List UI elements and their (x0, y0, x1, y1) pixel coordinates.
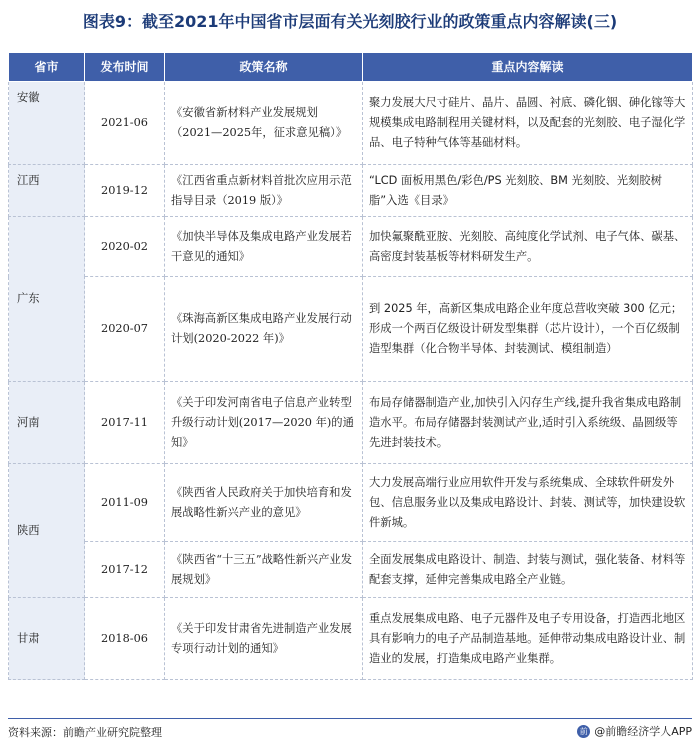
cell-date: 2020-07 (85, 277, 165, 382)
table-header-row (9, 53, 693, 82)
source-note: 资料来源：前瞻产业研究院整理 (8, 726, 162, 739)
table-row (9, 464, 693, 542)
cell-content: 重点发展集成电路、电子元器件及电子专用设备，打造西北地区具有影响力的电子产品制造基地。延伸带动集成电路设计业、制造业的发展，打造集成电路产业集群。 (363, 598, 693, 680)
header-date: 发布时间 (85, 53, 165, 82)
cell-province: 河南 (9, 382, 85, 464)
cell-content: “LCD 面板用黑色/彩色/PS 光刻胶、BM 光刻胶、光刻胶树脂”入选《目录》 (363, 165, 693, 217)
table-row (9, 277, 693, 382)
cell-content: 到 2025 年，高新区集成电路企业年度总营收突破 300 亿元；形成一个两百亿级设计研发型集群（芯片设计），一个百亿级制造型集群（化合物半导体、封装测试、模组制造） (363, 277, 693, 382)
cell-content: 加快氟聚酰亚胺、光刻胶、高纯度化学试剂、电子气体、碳基、高密度封装基板等材料研发生产。 (363, 217, 693, 277)
cell-policy: 《加快半导体及集成电路产业发展若干意见的通知》 (165, 217, 363, 277)
cell-policy: 《珠海高新区集成电路产业发展行动计划(2020-2022 年)》 (165, 277, 363, 382)
cell-date: 2017-11 (85, 382, 165, 464)
brand-text: @前瞻经济学人APP (594, 725, 692, 738)
cell-province: 江西 (9, 165, 85, 217)
table-row (9, 598, 693, 680)
cell-policy: 《关于印发河南省电子信息产业转型升级行动计划(2017—2020 年)的通知》 (165, 382, 363, 464)
header-content: 重点内容解读 (363, 53, 693, 82)
cell-province: 陕西 (9, 464, 85, 598)
cell-content: 全面发展集成电路设计、制造、封装与测试，强化装备、材料等配套支撑，延伸完善集成电路全产业链。 (363, 542, 693, 598)
cell-content: 大力发展高端行业应用软件开发与系统集成、全球软件研发外包、信息服务业以及集成电路设计、封装、测试等，加快建设软件新城。 (363, 464, 693, 542)
table-row (9, 542, 693, 598)
table-row (9, 82, 693, 165)
brand-logo-icon: 前 (577, 725, 590, 738)
cell-policy: 《江西省重点新材料首批次应用示范指导目录（2019 版）》 (165, 165, 363, 217)
cell-content: 聚力发展大尺寸硅片、晶片、晶圆、衬底、磷化铟、砷化镓等大规模集成电路制程用关键材料，以及配套的光刻胶、电子湿化学品、电子特种气体等基础材料。 (363, 82, 693, 165)
cell-policy: 《关于印发甘肃省先进制造产业发展专项行动计划的通知》 (165, 598, 363, 680)
table-row (9, 382, 693, 464)
cell-date: 2018-06 (85, 598, 165, 680)
cell-date: 2011-09 (85, 464, 165, 542)
footer (0, 716, 700, 751)
policy-table (8, 52, 693, 680)
table-row (9, 165, 693, 217)
cell-policy: 《陕西省人民政府关于加快培育和发展战略性新兴产业的意见》 (165, 464, 363, 542)
header-policy: 政策名称 (165, 53, 363, 82)
brand-credit (577, 723, 692, 739)
cell-province: 安徽 (9, 82, 85, 165)
cell-province: 甘肃 (9, 598, 85, 680)
cell-date: 2021-06 (85, 82, 165, 165)
table-row (9, 217, 693, 277)
cell-policy: 《安徽省新材料产业发展规划（2021—2025年，征求意见稿）》 (165, 82, 363, 165)
cell-content: 布局存储器制造产业,加快引入闪存生产线,提升我省集成电路制造水平。布局存储器封装测试产业,适时引入系统级、晶圆级等先进封装技术。 (363, 382, 693, 464)
cell-province: 广东 (9, 217, 85, 382)
cell-date: 2020-02 (85, 217, 165, 277)
cell-policy: 《陕西省“十三五”战略性新兴产业发展规划》 (165, 542, 363, 598)
page-title: 图表9：截至2021年中国省市层面有关光刻胶行业的政策重点内容解读(三) (82, 11, 618, 31)
cell-date: 2017-12 (85, 542, 165, 598)
header-province: 省市 (9, 53, 85, 82)
cell-date: 2019-12 (85, 165, 165, 217)
footer-divider (8, 718, 692, 719)
